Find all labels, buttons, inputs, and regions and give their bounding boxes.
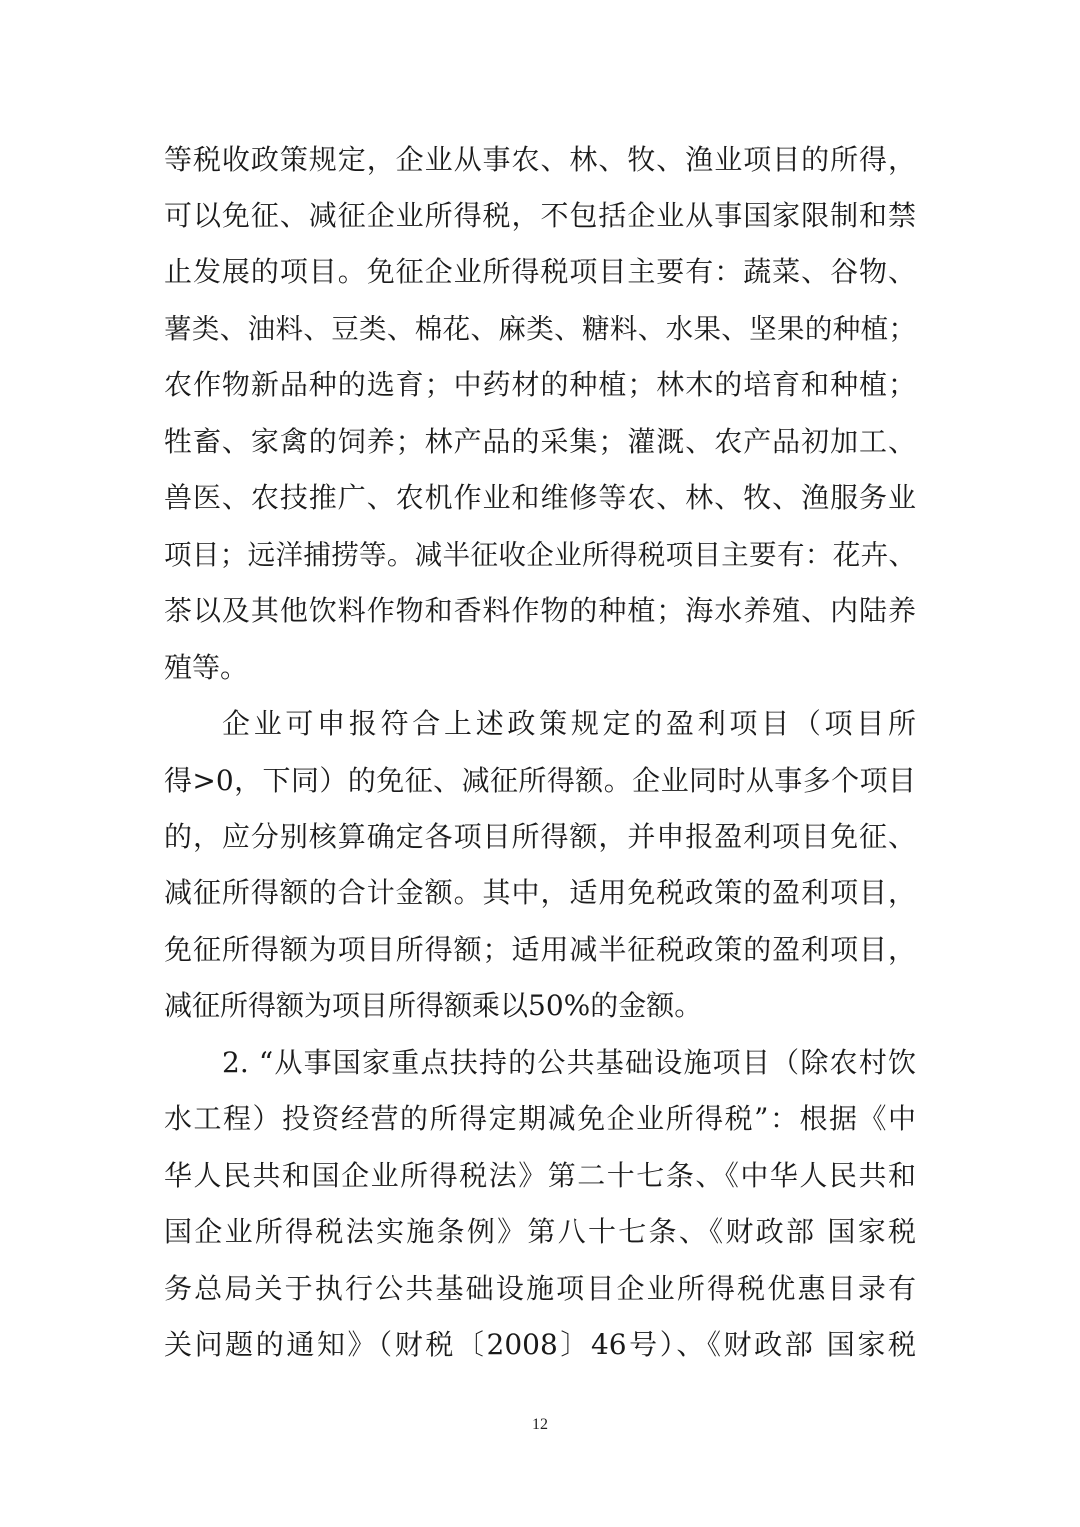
text-line: 牲畜、家禽的饲养；林产品的采集；灌溉、农产品初加工、: [164, 425, 916, 458]
text-line: 减征所得额为项目所得额乘以50%的金额。: [164, 989, 703, 1022]
page-number: 12: [532, 1416, 548, 1433]
text-line: 国企业所得税法实施条例》第八十七条、《财政部 国家税: [164, 1215, 916, 1248]
text-line: 华人民共和国企业所得税法》第二十七条、《中华人民共和: [164, 1159, 916, 1192]
text-line: 薯类、油料、豆类、棉花、麻类、糖料、水果、坚果的种植；: [164, 313, 916, 345]
text-line: 免征所得额为项目所得额；适用减半征税政策的盈利项目，: [164, 933, 916, 966]
text-line: 茶以及其他饮料作物和香料作物的种植；海水养殖、内陆养: [164, 594, 916, 627]
text-line: 项目；远洋捕捞等。减半征收企业所得税项目主要有：花卉、: [164, 539, 916, 571]
text-line: 减征所得额的合计金额。其中，适用免税政策的盈利项目，: [164, 876, 916, 909]
text-line: 企业可申报符合上述政策规定的盈利项目（项目所: [222, 707, 916, 740]
text-line: 止发展的项目。免征企业所得税项目主要有：蔬菜、谷物、: [164, 255, 916, 288]
text-line: 关问题的通知》（财税〔2008〕46号）、《财政部 国家税: [164, 1328, 916, 1361]
text-line: 2. “从事国家重点扶持的公共基础设施项目（除农村饮: [222, 1046, 916, 1079]
text-line: 农作物新品种的选育；中药材的种植；林木的培育和种植；: [164, 368, 916, 401]
text-line: 等税收政策规定，企业从事农、林、牧、渔业项目的所得，: [164, 143, 916, 176]
text-line: 水工程）投资经营的所得定期减免企业所得税”：根据《中: [164, 1102, 916, 1135]
text-line: 兽医、农技推广、农机作业和维修等农、林、牧、渔服务业: [164, 481, 916, 514]
text-line: 殖等。: [164, 651, 249, 684]
text-line: 的，应分别核算确定各项目所得额，并申报盈利项目免征、: [164, 820, 916, 853]
text-line: 得>0，下同）的免征、减征所得额。企业同时从事多个项目: [164, 764, 916, 797]
text-line: 可以免征、减征企业所得税，不包括企业从事国家限制和禁: [164, 199, 916, 232]
text-line: 务总局关于执行公共基础设施项目企业所得税优惠目录有: [164, 1272, 916, 1305]
